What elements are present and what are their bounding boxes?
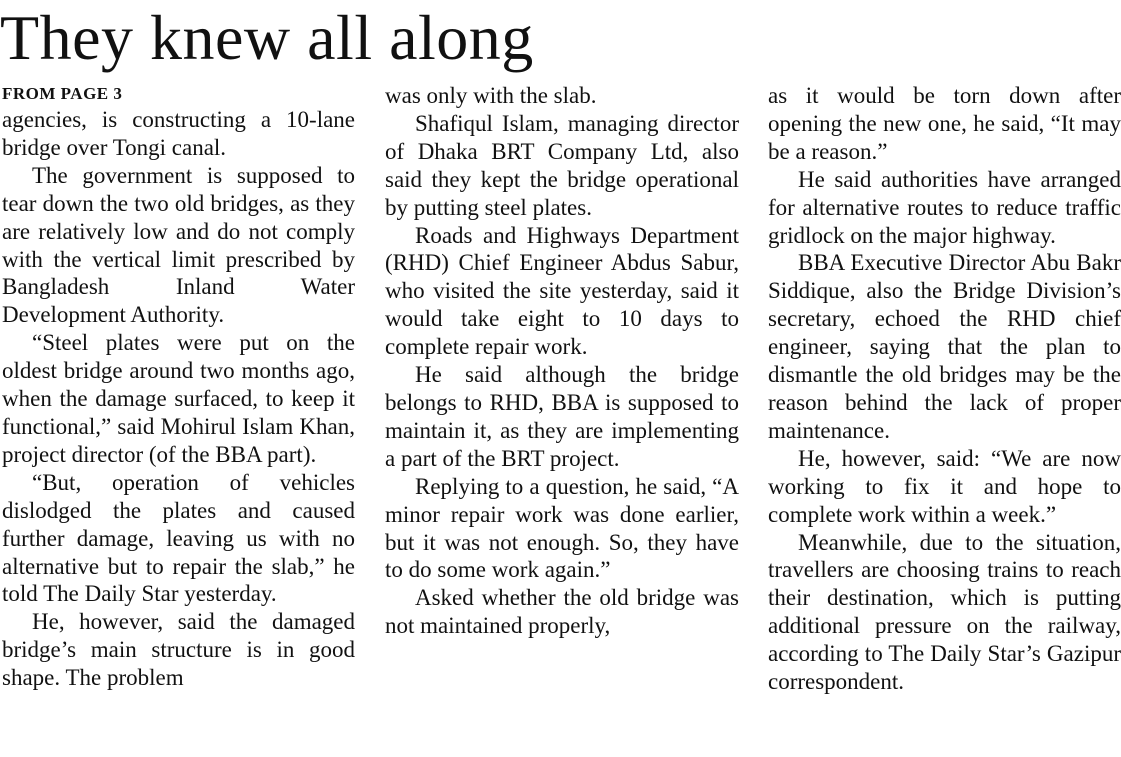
paragraph: The government is supposed to tear down the two old bridges, as they are relatively low and do not comply with the vertical limit prescribed by Bangladesh Inland Water Development Authority. (2, 162, 355, 328)
paragraph: agencies, is constructing a 10-lane bridge over Tongi canal. (2, 107, 355, 160)
paragraph: “But, operation of vehicles dislodged the plates and caused further damage, leaving us with no alternative but to repair the slab,” he told The Daily Star yesterday. (2, 469, 355, 607)
paragraph: He, however, said the damaged bridge’s main structure is in good shape. The problem (2, 609, 355, 691)
paragraph: as it would be torn down after opening the new one, he said, “It may be a reason.” (768, 83, 1121, 164)
headline: They knew all along (0, 2, 534, 73)
paragraph: He said authorities have arranged for alternative routes to reduce traffic gridlock on the major highway. (768, 166, 1121, 248)
article-column-1 (2, 106, 355, 692)
paragraph: Roads and Highways Department (RHD) Chief Engineer Abdus Sabur, who visited the site yesterday, said it would take eight to 10 days to complete repair work. (385, 222, 739, 360)
paragraph: BBA Executive Director Abu Bakr Siddique, also the Bridge Division’s secretary, echoed the RHD chief engineer, saying that the plan to dismantle the old bridges may be the reason behind the lack of proper maintenance. (768, 250, 1121, 443)
jump-line: FROM PAGE 3 (2, 84, 123, 103)
paragraph: Meanwhile, due to the situation, travellers are choosing trains to reach their destination, which is putting additional pressure on the railway, according to The Daily Star’s Gazipur correspondent. (768, 529, 1121, 695)
paragraph: He, however, said: “We are now working to fix it and hope to complete work within a week.” (768, 445, 1121, 527)
paragraph: Replying to a question, he said, “A minor repair work was done earlier, but it was not enough. So, they have to do some work again.” (385, 473, 739, 583)
paragraph: Asked whether the old bridge was not maintained properly, (385, 585, 739, 639)
paragraph: was only with the slab. (385, 83, 597, 108)
paragraph: He said although the bridge belongs to RHD, BBA is supposed to maintain it, as they are implementing a part of the BRT project. (385, 362, 739, 471)
paragraph: Shafiqul Islam, managing director of Dhaka BRT Company Ltd, also said they kept the bridge operational by putting steel plates. (385, 110, 739, 220)
article-column-3 (768, 82, 1121, 696)
article-column-2 (385, 82, 739, 640)
paragraph: “Steel plates were put on the oldest bridge around two months ago, when the damage surfaced, to keep it functional,” said Mohirul Islam Khan, project director (of the BBA part). (2, 330, 355, 467)
